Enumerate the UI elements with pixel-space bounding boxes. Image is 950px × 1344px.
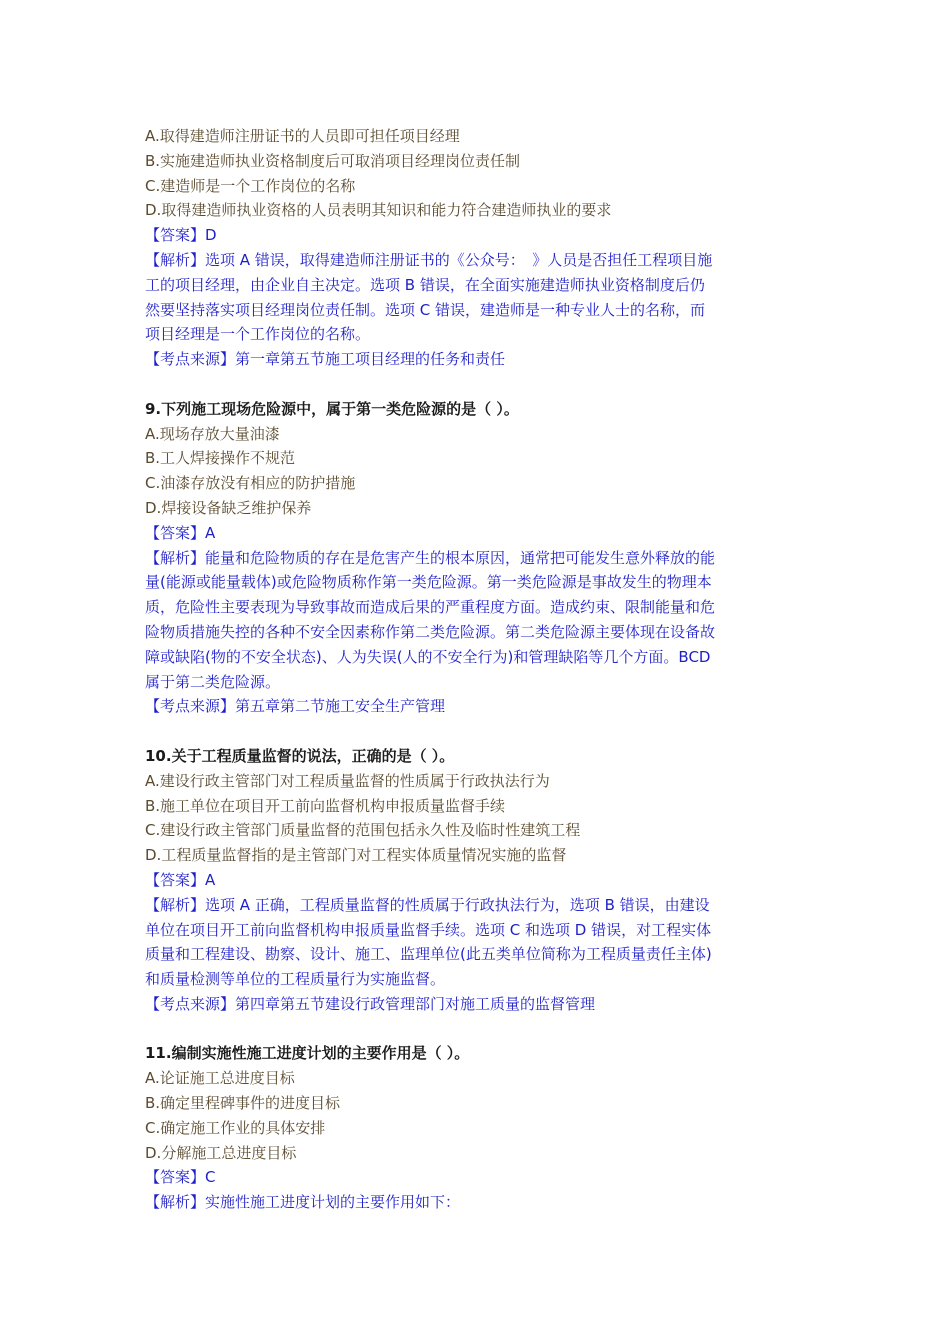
- answer: 【答案】C: [145, 1168, 216, 1187]
- analysis-line: 项目经理是一个工作岗位的名称。: [145, 325, 371, 344]
- option-d: D.分解施工总进度目标: [145, 1143, 297, 1162]
- question-10-block: [145, 744, 810, 1017]
- analysis-line: 单位在项目开工前向监督机构申报质量监督手续。选项 C 和选项 D 错误，对工程实体: [145, 920, 712, 939]
- option-b: B.施工单位在项目开工前向监督机构申报质量监督手续: [145, 796, 506, 815]
- analysis-line: 属于第二类危险源。: [145, 672, 281, 691]
- option-d: D.工程质量监督指的是主管部门对工程实体质量情况实施的监督: [145, 846, 567, 865]
- option-b: B.实施建造师执业资格制度后可取消项目经理岗位责任制: [145, 151, 521, 170]
- question-title: 11.编制实施性施工进度计划的主要作用是（ ）。: [145, 1044, 470, 1063]
- question-title: 9.下列施工现场危险源中，属于第一类危险源的是（ ）。: [145, 399, 519, 418]
- option-a: A.取得建造师注册证书的人员即可担任项目经理: [145, 127, 460, 145]
- option-b: B.工人焊接操作不规范: [145, 449, 296, 468]
- option-d: D.焊接设备缺乏维护保养: [145, 498, 312, 517]
- analysis-line: 然要坚持落实项目经理岗位责任制。选项 C 错误，建造师是一种专业人士的名称，而: [145, 300, 706, 319]
- analysis-line: 【解析】选项 A 正确，工程质量监督的性质属于行政执法行为，选项 B 错误，由建设: [145, 895, 710, 914]
- option-a: A.建设行政主管部门对工程质量监督的性质属于行政执法行为: [145, 771, 550, 790]
- analysis-line: 工的项目经理，由企业自主决定。选项 B 错误，在全面实施建造师执业资格制度后仍: [145, 275, 705, 294]
- answer: 【答案】D: [145, 226, 217, 245]
- analysis-line: 【解析】选项 A 错误，取得建造师注册证书的《公众号： 》人员是否担任工程项目施: [145, 250, 713, 269]
- source: 【考点来源】第四章第五节建设行政管理部门对施工质量的监督管理: [145, 994, 596, 1013]
- analysis-line: 量(能源或能量载体)或危险物质称作第一类危险源。第一类危险源是事故发生的物理本: [145, 573, 712, 592]
- answer: 【答案】A: [145, 523, 216, 542]
- answer: 【答案】A: [145, 870, 216, 889]
- question-9-block: [145, 397, 810, 719]
- question-8-block: [145, 124, 810, 372]
- source: 【考点来源】第一章第五节施工项目经理的任务和责任: [145, 350, 506, 369]
- analysis-line: 险物质措施失控的各种不安全因素称作第二类危险源。第二类危险源主要体现在设备故: [145, 622, 716, 641]
- analysis-line: 质，危险性主要表现为导致事故而造成后果的严重程度方面。造成约束、限制能量和危: [145, 598, 716, 617]
- document-page: [145, 124, 810, 1215]
- option-c: C.建设行政主管部门质量监督的范围包括永久性及临时性建筑工程: [145, 821, 581, 840]
- option-a: A.现场存放大量油漆: [145, 424, 280, 443]
- option-c: C.油漆存放没有相应的防护措施: [145, 474, 356, 493]
- source: 【考点来源】第五章第二节施工安全生产管理: [145, 697, 446, 716]
- option-c: C.确定施工作业的具体安排: [145, 1118, 326, 1137]
- question-11-block: [145, 1041, 810, 1215]
- option-b: B.确定里程碑事件的进度目标: [145, 1094, 341, 1113]
- analysis-line: 【解析】实施性施工进度计划的主要作用如下：: [145, 1193, 461, 1212]
- option-a: A.论证施工总进度目标: [145, 1069, 295, 1088]
- analysis-line: 和质量检测等单位的工程质量行为实施监督。: [145, 970, 446, 989]
- question-title: 10.关于工程质量监督的说法，正确的是（ ）。: [145, 746, 455, 765]
- analysis-line: 障或缺陷(物的不安全状态)、人为失误(人的不安全行为)和管理缺陷等几个方面。BCD: [145, 647, 711, 666]
- option-c: C.建造师是一个工作岗位的名称: [145, 176, 356, 195]
- analysis-line: 【解析】能量和危险物质的存在是危害产生的根本原因，通常把可能发生意外释放的能: [145, 548, 716, 567]
- analysis-line: 质量和工程建设、勘察、设计、施工、监理单位(此五类单位简称为工程质量责任主体): [145, 945, 712, 964]
- option-d: D.取得建造师执业资格的人员表明其知识和能力符合建造师执业的要求: [145, 201, 612, 220]
